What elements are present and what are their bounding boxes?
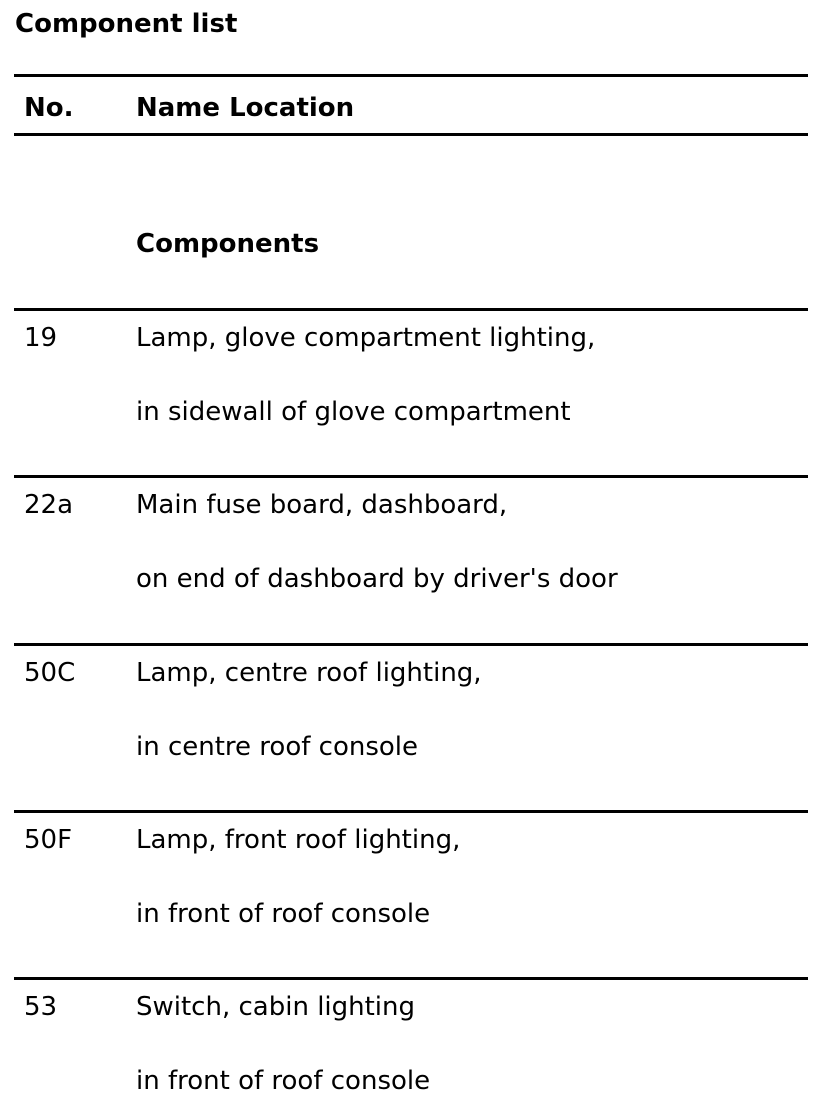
table-row xyxy=(0,812,832,962)
component-number: 53 xyxy=(24,992,58,1022)
component-location: in front of roof console xyxy=(136,1066,431,1096)
table-row xyxy=(0,979,832,1120)
component-number: 22a xyxy=(24,490,74,520)
table-row xyxy=(0,310,832,460)
component-name: Main fuse board, dashboard, xyxy=(136,490,508,520)
component-number: 50C xyxy=(24,658,76,688)
page-title: Component list xyxy=(15,9,238,39)
component-name: Lamp, centre roof lighting, xyxy=(136,658,482,688)
table-row xyxy=(0,477,832,627)
component-number: 19 xyxy=(24,323,58,353)
header-bottom-rule xyxy=(14,133,808,136)
section-title: Components xyxy=(136,229,320,259)
table-top-rule xyxy=(14,74,808,77)
component-location: on end of dashboard by driver's door xyxy=(136,564,618,594)
component-location: in centre roof console xyxy=(136,732,419,762)
table-row xyxy=(0,645,832,795)
component-number: 50F xyxy=(24,825,73,855)
component-location: in sidewall of glove compartment xyxy=(136,397,571,427)
component-name: Lamp, glove compartment lighting, xyxy=(136,323,596,353)
component-name: Lamp, front roof lighting, xyxy=(136,825,461,855)
column-header-no: No. xyxy=(24,93,74,123)
column-header-name-location: Name Location xyxy=(136,93,355,123)
component-name: Switch, cabin lighting xyxy=(136,992,416,1022)
component-location: in front of roof console xyxy=(136,899,431,929)
